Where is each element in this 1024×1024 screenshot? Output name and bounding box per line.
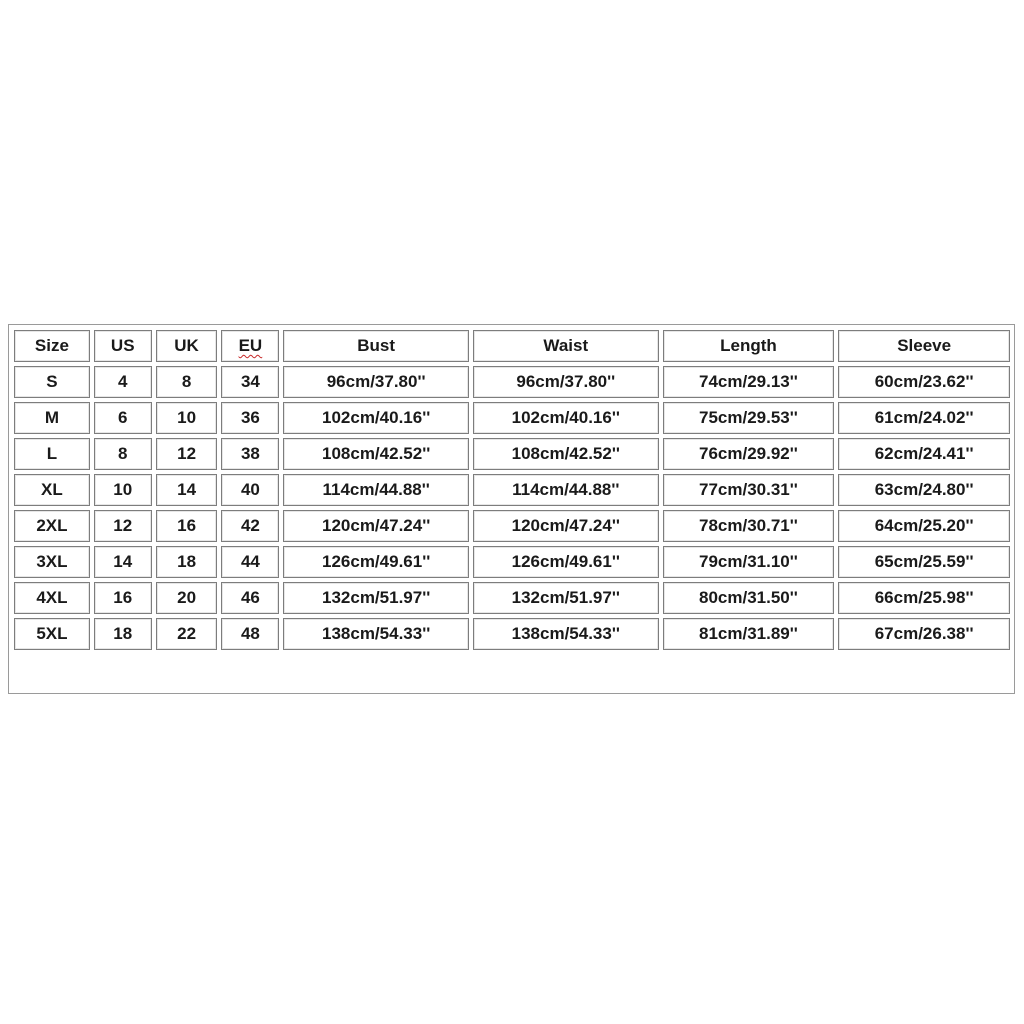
cell-uk: 20 [156,582,218,614]
header-uk: UK [156,330,218,362]
cell-eu: 40 [221,474,279,506]
cell-length: 76cm/29.92'' [663,438,835,470]
cell-waist: 102cm/40.16'' [473,402,659,434]
cell-uk: 22 [156,618,218,650]
cell-length: 78cm/30.71'' [663,510,835,542]
cell-waist: 114cm/44.88'' [473,474,659,506]
cell-us: 18 [94,618,152,650]
cell-length: 81cm/31.89'' [663,618,835,650]
table-row [14,402,1010,434]
size-chart [8,324,1015,694]
header-eu-label: EU [238,336,263,355]
size-table [10,326,1014,654]
cell-waist: 138cm/54.33'' [473,618,659,650]
cell-us: 8 [94,438,152,470]
cell-us: 16 [94,582,152,614]
cell-waist: 126cm/49.61'' [473,546,659,578]
header-waist: Waist [473,330,659,362]
cell-size: 5XL [14,618,90,650]
cell-bust: 108cm/42.52'' [283,438,469,470]
cell-eu: 38 [221,438,279,470]
cell-uk: 18 [156,546,218,578]
cell-size: XL [14,474,90,506]
cell-bust: 138cm/54.33'' [283,618,469,650]
cell-size: S [14,366,90,398]
cell-sleeve: 62cm/24.41'' [838,438,1010,470]
cell-us: 12 [94,510,152,542]
table-row [14,618,1010,650]
cell-eu: 42 [221,510,279,542]
cell-bust: 132cm/51.97'' [283,582,469,614]
cell-us: 4 [94,366,152,398]
cell-length: 79cm/31.10'' [663,546,835,578]
cell-bust: 126cm/49.61'' [283,546,469,578]
header-us: US [94,330,152,362]
table-row [14,438,1010,470]
cell-size: L [14,438,90,470]
cell-size: 4XL [14,582,90,614]
cell-sleeve: 65cm/25.59'' [838,546,1010,578]
cell-uk: 10 [156,402,218,434]
cell-us: 14 [94,546,152,578]
cell-waist: 120cm/47.24'' [473,510,659,542]
cell-uk: 14 [156,474,218,506]
cell-us: 6 [94,402,152,434]
header-size: Size [14,330,90,362]
cell-bust: 120cm/47.24'' [283,510,469,542]
cell-sleeve: 63cm/24.80'' [838,474,1010,506]
cell-uk: 12 [156,438,218,470]
cell-size: M [14,402,90,434]
cell-size: 2XL [14,510,90,542]
header-eu [221,330,279,362]
cell-length: 80cm/31.50'' [663,582,835,614]
cell-uk: 8 [156,366,218,398]
table-body [14,330,1010,650]
cell-waist: 108cm/42.52'' [473,438,659,470]
cell-sleeve: 67cm/26.38'' [838,618,1010,650]
table-row [14,366,1010,398]
table-row [14,474,1010,506]
table-row [14,582,1010,614]
cell-eu: 44 [221,546,279,578]
cell-sleeve: 60cm/23.62'' [838,366,1010,398]
header-sleeve: Sleeve [838,330,1010,362]
cell-waist: 96cm/37.80'' [473,366,659,398]
cell-length: 75cm/29.53'' [663,402,835,434]
cell-length: 77cm/30.31'' [663,474,835,506]
table-row [14,546,1010,578]
cell-eu: 34 [221,366,279,398]
cell-us: 10 [94,474,152,506]
header-row [14,330,1010,362]
header-length: Length [663,330,835,362]
cell-sleeve: 66cm/25.98'' [838,582,1010,614]
cell-eu: 36 [221,402,279,434]
cell-uk: 16 [156,510,218,542]
cell-size: 3XL [14,546,90,578]
cell-bust: 96cm/37.80'' [283,366,469,398]
cell-waist: 132cm/51.97'' [473,582,659,614]
cell-length: 74cm/29.13'' [663,366,835,398]
cell-eu: 46 [221,582,279,614]
cell-bust: 102cm/40.16'' [283,402,469,434]
cell-eu: 48 [221,618,279,650]
cell-sleeve: 64cm/25.20'' [838,510,1010,542]
header-bust: Bust [283,330,469,362]
table-row [14,510,1010,542]
cell-bust: 114cm/44.88'' [283,474,469,506]
cell-sleeve: 61cm/24.02'' [838,402,1010,434]
